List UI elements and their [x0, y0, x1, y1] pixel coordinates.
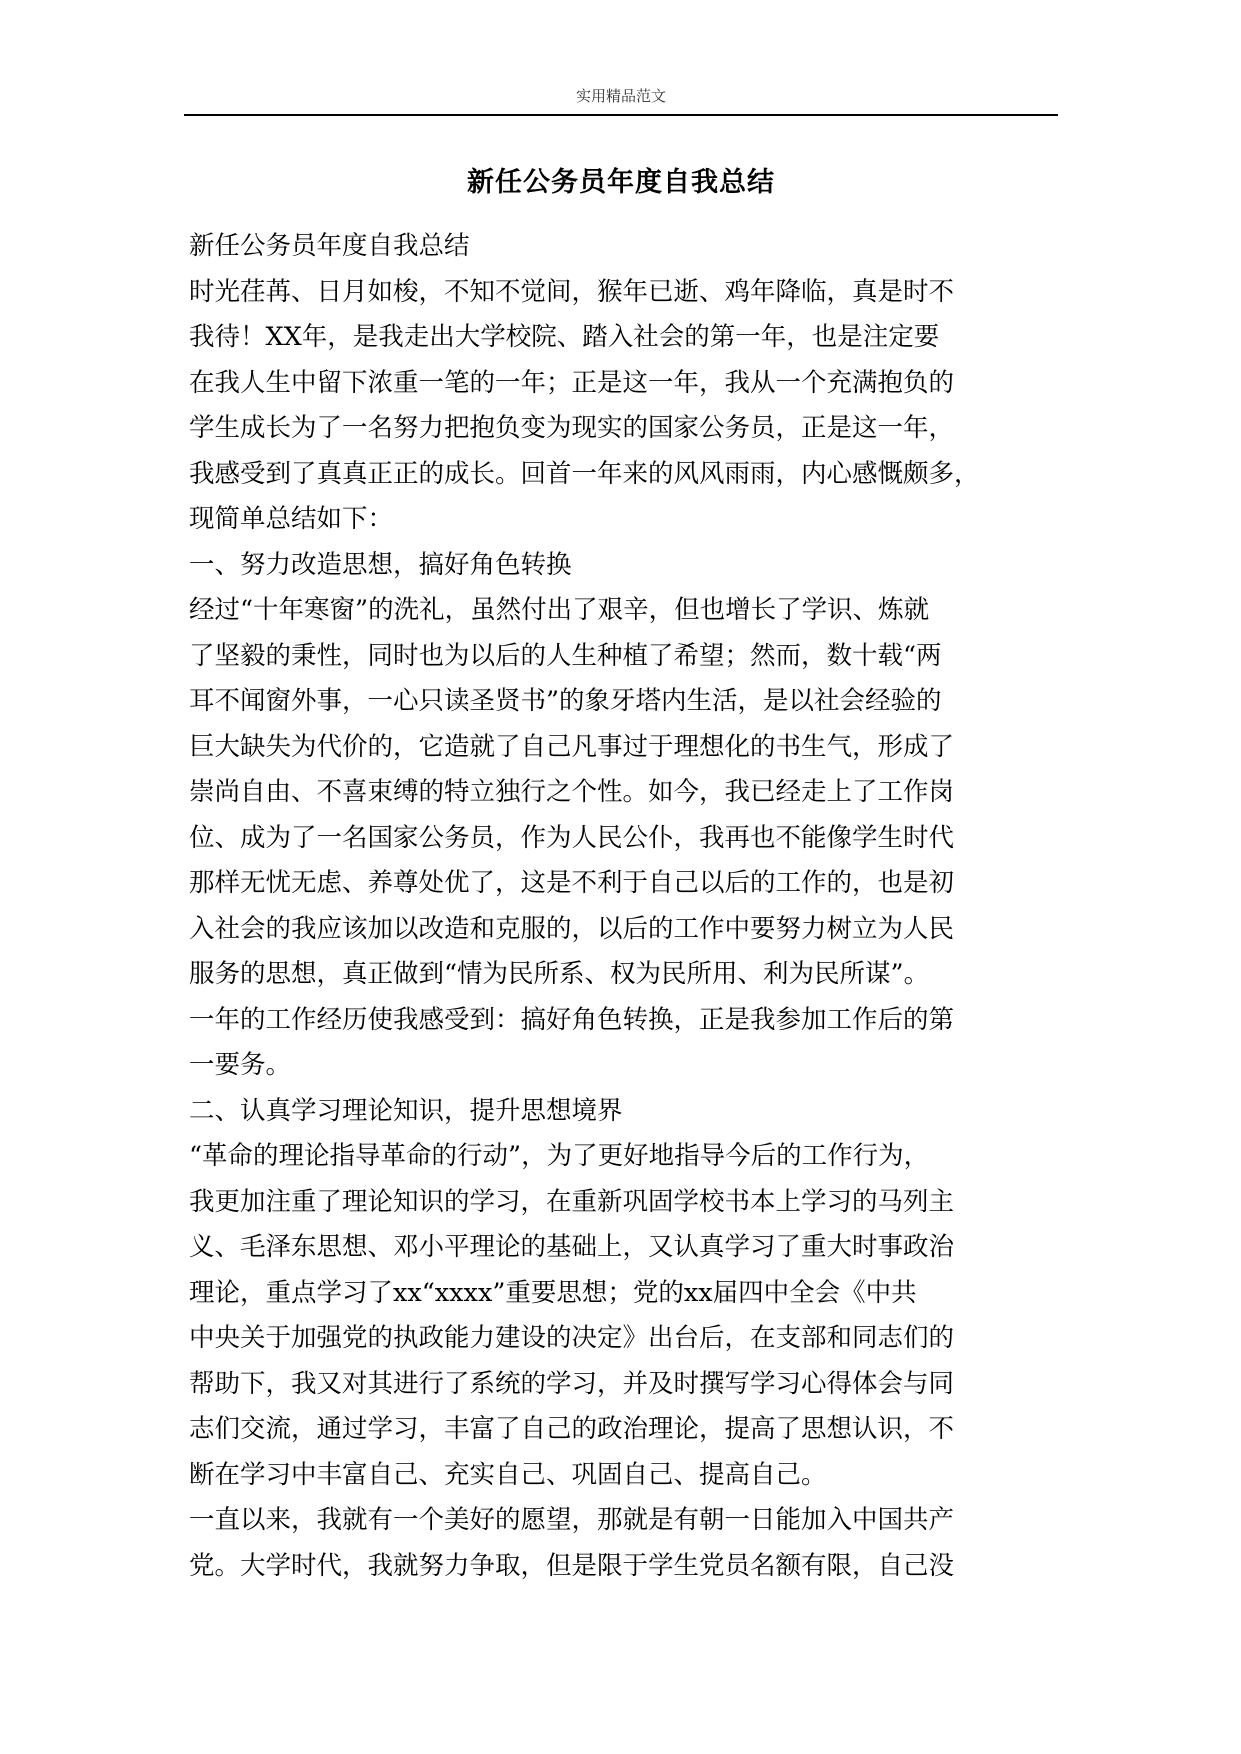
body-line: 一年的工作经历使我感受到：搞好角色转换，正是我参加工作后的第	[189, 1004, 955, 1035]
body-line: 学生成长为了一名努力把抱负变为现实的国家公务员，正是这一年，	[189, 413, 955, 443]
body-line: 新任公务员年度自我总结	[189, 231, 470, 261]
header-divider	[184, 114, 1058, 116]
body-line: 一要务。	[189, 1050, 292, 1080]
body-line: 我感受到了真真正正的成长。回首一年来的风风雨雨，内心感慨颇多，	[189, 458, 980, 489]
body-line: 入社会的我应该加以改造和克服的，以后的工作中要努力树立为人民	[189, 913, 955, 944]
body-line: 崇尚自由、不喜束缚的特立独行之个性。如今，我已经走上了工作岗	[189, 777, 955, 807]
body-line: 中央关于加强党的执政能力建设的决定》出台后，在支部和同志们的	[189, 1323, 955, 1353]
body-line: 经过“十年寒窗”的洗礼，虽然付出了艰辛，但也增长了学识、炼就	[189, 595, 930, 625]
page-header: 实用精品范文	[575, 87, 666, 105]
body-line: 了坚毅的秉性，同时也为以后的人生种植了希望；然而，数十载“两	[189, 640, 942, 671]
body-line: 巨大缺失为代价的，它造就了自己凡事过于理想化的书生气，形成了	[189, 731, 955, 762]
section-heading: 一、努力改造思想，搞好角色转换	[189, 549, 572, 580]
section-heading: 二、认真学习理论知识，提升思想境界	[189, 1095, 623, 1126]
body-line: 位、成为了一名国家公务员，作为人民公仆，我再也不能像学生时代	[189, 822, 955, 853]
body-line: 时光荏苒、日月如梭，不知不觉间，猴年已逝、鸡年降临，真是时不	[189, 276, 955, 307]
body-line: 我待！XX年，是我走出大学校院、踏入社会的第一年，也是注定要	[189, 322, 940, 352]
body-line: 理论，重点学习了xx“xxxx”重要思想；党的xx届四中全会《中共	[189, 1277, 917, 1308]
document-body	[189, 224, 1057, 1589]
body-line: 在我人生中留下浓重一笔的一年；正是这一年，我从一个充满抱负的	[189, 367, 955, 398]
body-line: 义、毛泽东思想、邓小平理论的基础上，又认真学习了重大时事政治	[189, 1232, 955, 1262]
body-line: 志们交流，通过学习，丰富了自己的政治理论，提高了思想认识，不	[189, 1414, 955, 1444]
body-line: 断在学习中丰富自己、充实自己、巩固自己、提高自己。	[189, 1459, 827, 1490]
body-line: 耳不闻窗外事，一心只读圣贤书”的象牙塔内生活，是以社会经验的	[189, 686, 942, 716]
body-line: 服务的思想，真正做到“情为民所系、权为民所用、利为民所谋”。	[189, 959, 930, 989]
body-line: 那样无忧无虑、养尊处优了，这是不利于自己以后的工作的，也是初	[189, 868, 955, 898]
body-line: “革命的理论指导革命的行动”，为了更好地指导今后的工作行为，	[189, 1141, 930, 1171]
body-line: 党。大学时代，我就努力争取，但是限于学生党员名额有限，自己没	[189, 1550, 955, 1581]
body-line: 现简单总结如下：	[189, 504, 394, 534]
body-line: 帮助下，我又对其进行了系统的学习，并及时撰写学习心得体会与同	[189, 1368, 955, 1399]
document-title: 新任公务员年度自我总结	[467, 167, 775, 198]
body-line: 一直以来，我就有一个美好的愿望，那就是有朝一日能加入中国共产	[189, 1505, 955, 1535]
body-line: 我更加注重了理论知识的学习，在重新巩固学校书本上学习的马列主	[189, 1186, 955, 1217]
